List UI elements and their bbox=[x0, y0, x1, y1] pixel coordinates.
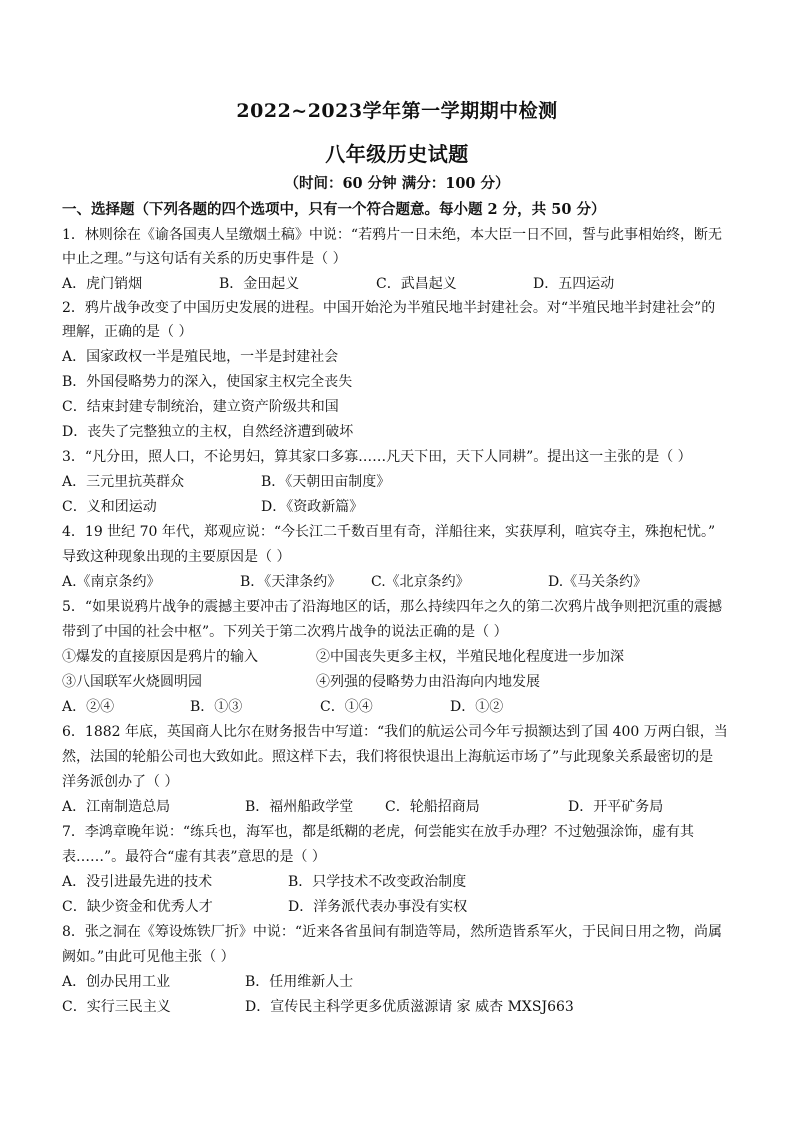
question-3-option-b: B．《天朝田亩制度》 bbox=[261, 474, 391, 490]
question-2-option-c: C．结束封建专制统治，建立资产阶级共和国 bbox=[62, 399, 339, 415]
question-5-option-c: C．①④ bbox=[320, 699, 373, 715]
exam-title: 2022~2023学年第一学期期中检测 bbox=[236, 100, 558, 122]
question-5-option-a: A．②④ bbox=[62, 699, 115, 715]
question-6-line-2: 然，法国的轮船公司也大致如此。照这样下去，我们将很快退出上海航运市场了”与此现象关系最密切的是 bbox=[62, 749, 714, 765]
question-8-option-a: A．创办民用工业 bbox=[62, 974, 171, 990]
question-1-option-a: A．虎门销烟 bbox=[62, 276, 143, 292]
question-6-line-3: 洋务派创办了（ ） bbox=[62, 774, 179, 790]
question-1-option-b: B．金田起义 bbox=[219, 276, 300, 292]
question-8-option-c: C．实行三民主义 bbox=[62, 999, 171, 1015]
question-2-option-b: B．外国侵略势力的深入，使国家主权完全丧失 bbox=[62, 374, 353, 390]
question-5-option-b: B．①③ bbox=[190, 699, 243, 715]
question-1-line-2: 中止之理。”与这句话有关系的历史事件是（ ） bbox=[62, 251, 347, 267]
question-5-option-d: D．①② bbox=[450, 699, 504, 715]
question-4-option-b: B．《天津条约》 bbox=[240, 574, 342, 590]
question-7-option-b: B．只学技术不改变政治制度 bbox=[288, 874, 467, 890]
question-5-statement-4: ④列强的侵略势力由沿海向内地发展 bbox=[316, 674, 540, 690]
section-heading: 一、选择题（下列各题的四个选项中，只有一个符合题意。每小题 2 分，共 50 分） bbox=[62, 201, 606, 218]
question-4-option-d: D.《马关条约》 bbox=[548, 574, 648, 590]
question-7-option-d: D．洋务派代表办事没有实权 bbox=[288, 899, 468, 915]
question-4-option-c: C.《北京条约》 bbox=[371, 574, 470, 590]
question-3-option-c: C．义和团运动 bbox=[62, 499, 157, 515]
question-4-line-2: 导致这种现象出现的主要原因是（ ） bbox=[62, 549, 291, 565]
question-8-option-b: B．任用维新人士 bbox=[245, 974, 354, 990]
question-7-option-a: A．没引进最先进的技术 bbox=[62, 874, 213, 890]
question-2-option-d: D．丧失了完整独立的主权，自然经济遭到破坏 bbox=[62, 424, 354, 440]
question-5-line-2: 带到了中国的社会中枢”。下列关于第二次鸦片战争的说法正确的是（ ） bbox=[62, 624, 508, 640]
exam-subtitle: 八年级历史试题 bbox=[325, 142, 469, 166]
question-1-option-d: D．五四运动 bbox=[533, 276, 615, 292]
question-6-option-a: A．江南制造总局 bbox=[62, 799, 171, 815]
question-7-line-2: 表……”。最符合“虚有其表”意思的是（ ） bbox=[62, 849, 326, 865]
question-2-option-a: A．国家政权一半是殖民地，一半是封建社会 bbox=[62, 349, 339, 365]
exam-meta: （时间：60 分钟 满分：100 分） bbox=[284, 175, 510, 192]
question-7-option-c: C．缺少资金和优秀人才 bbox=[62, 899, 213, 915]
question-2-line-1: 2．鸦片战争改变了中国历史发展的进程。中国开始沦为半殖民地半封建社会。对“半殖民地半封建社会”的 bbox=[62, 300, 716, 316]
question-8-line-2: 阙如。”由此可见他主张（ ） bbox=[62, 949, 235, 965]
question-3-line-1: 3．“凡分田，照人口，不论男妇，算其家口多寡……凡天下田，天下人同耕”。提出这一主张的是（ ） bbox=[62, 449, 692, 465]
question-8-line-1: 8．张之洞在《筹设炼铁厂折》中说：“近来各省虽间有制造等局，然所造皆系军火，于民间日用之物，尚属 bbox=[62, 924, 723, 940]
question-6-line-1: 6．1882 年底，英国商人比尔在财务报告中写道：“我们的航运公司今年亏损额达到了国 400 万两白银，当 bbox=[62, 724, 728, 740]
question-2-line-2: 理解，正确的是（ ） bbox=[62, 324, 193, 340]
question-1-option-c: C．武昌起义 bbox=[376, 276, 457, 292]
question-8-option-d: D．宣传民主科学更多优质滋源请 家 威杏 MXSJ663 bbox=[245, 999, 574, 1015]
question-7-line-1: 7．李鸿章晚年说：“练兵也，海军也，都是纸糊的老虎，何尝能实在放手办理？不过勉强涂饰，虚有其 bbox=[62, 824, 695, 840]
question-4-option-a: A.《南京条约》 bbox=[62, 574, 161, 590]
question-5-statement-3: ③八国联军火烧圆明园 bbox=[62, 674, 202, 690]
question-3-option-a: A．三元里抗英群众 bbox=[62, 474, 185, 490]
question-3-option-d: D．《资政新篇》 bbox=[261, 499, 364, 515]
question-5-line-1: 5．“如果说鸦片战争的震撼主要冲击了沿海地区的话，那么持续四年之久的第二次鸦片战争则把沉重的震撼 bbox=[62, 599, 723, 615]
question-5-statement-2: ②中国丧失更多主权，半殖民地化程度进一步加深 bbox=[316, 649, 624, 665]
question-5-statement-1: ①爆发的直接原因是鸦片的输入 bbox=[62, 649, 258, 665]
question-6-option-b: B．福州船政学堂 bbox=[245, 799, 354, 815]
question-4-line-1: 4．19 世纪 70 年代，郑观应说：“今长江二千数百里有奇，洋船往来，实获厚利，喧宾夺主，殊抱杞忧。” bbox=[62, 524, 716, 540]
question-6-option-c: C．轮船招商局 bbox=[385, 799, 480, 815]
question-1-line-1: 1．林则徐在《谕各国夷人呈缴烟土稿》中说：“若鸦片一日未绝，本大臣一日不回，誓与此事相始终，断无 bbox=[62, 227, 723, 243]
question-6-option-d: D．开平矿务局 bbox=[568, 799, 664, 815]
